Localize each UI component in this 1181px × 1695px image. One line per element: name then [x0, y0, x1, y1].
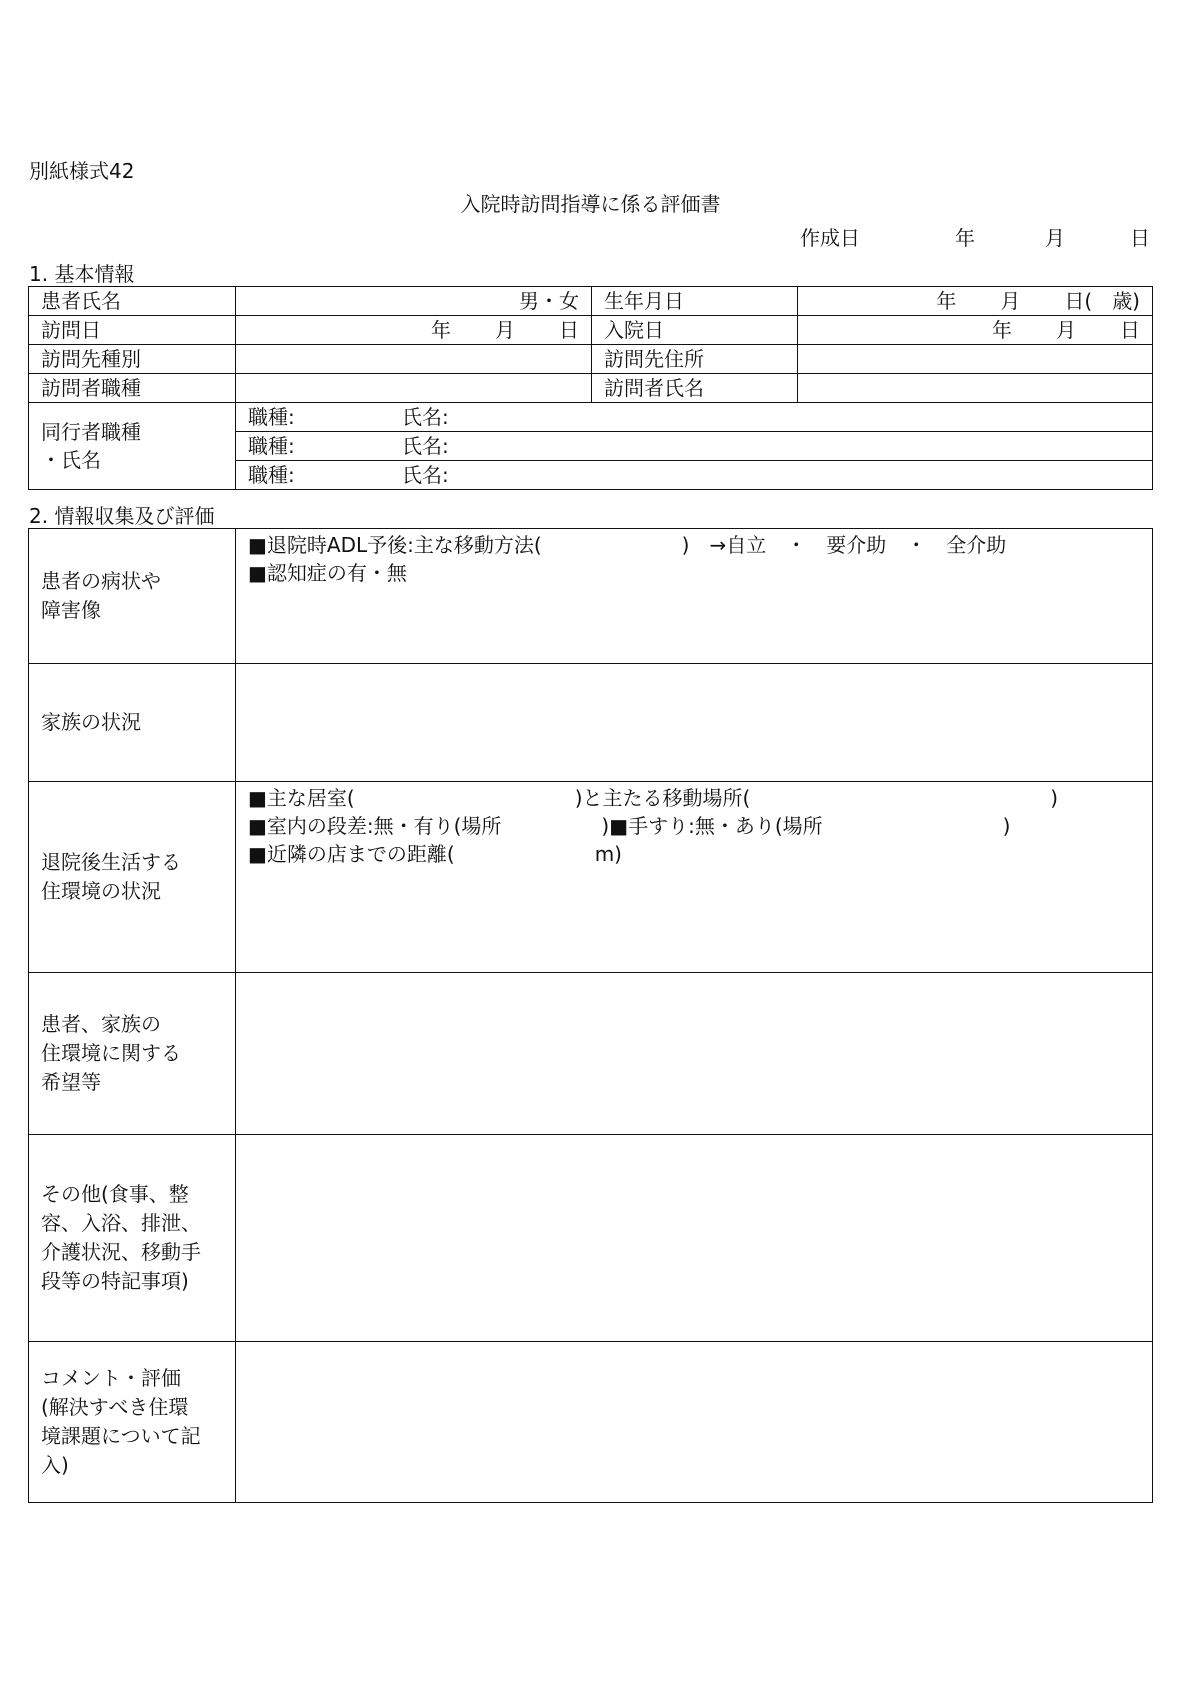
label-line: コメント・評価: [41, 1366, 181, 1390]
content-line: ■退院時ADL予後:主な移動方法( ) →自立 ・ 要介助 ・ 全介助: [248, 533, 1007, 557]
birthdate-field[interactable]: [798, 287, 1153, 316]
companion-name: 氏名:: [402, 405, 449, 429]
visitor-name-label: 訪問者氏名: [592, 374, 798, 403]
created-day: 日: [1130, 226, 1150, 250]
section2-heading: 2. 情報収集及び評価: [29, 504, 215, 528]
comment-field[interactable]: [236, 1342, 1153, 1503]
destination-type-field[interactable]: [236, 345, 592, 374]
table-row: [29, 374, 1153, 403]
visit-year: 年: [431, 318, 451, 342]
table-row: [29, 287, 1153, 316]
created-month: 月: [1045, 226, 1065, 250]
birthdate-month: 月: [1000, 289, 1021, 313]
patient-name-field[interactable]: [236, 287, 592, 316]
table-row: [29, 973, 1153, 1135]
companion-row[interactable]: [236, 432, 1153, 461]
visitor-job-field[interactable]: [236, 374, 592, 403]
visitor-job-label: 訪問者職種: [29, 374, 236, 403]
admission-date-label: 入院日: [592, 316, 798, 345]
evaluation-table: [28, 528, 1153, 1503]
label-line: 段等の特記事項): [41, 1269, 189, 1293]
label-line: その他(食事、整: [41, 1182, 189, 1206]
destination-address-label: 訪問先住所: [592, 345, 798, 374]
table-row: [29, 345, 1153, 374]
companion-label: [29, 403, 236, 490]
comment-label: [29, 1342, 236, 1503]
companion-row[interactable]: [236, 461, 1153, 490]
label-line: 家族の状況: [41, 710, 141, 734]
basic-info-table: [28, 286, 1153, 490]
created-label: 作成日: [800, 226, 860, 250]
label-line: (解決すべき住環: [41, 1395, 189, 1419]
destination-address-field[interactable]: [798, 345, 1153, 374]
companion-name: 氏名:: [402, 434, 449, 458]
companion-job: 職種:: [248, 405, 295, 429]
label-line: 境課題について記: [41, 1424, 201, 1448]
other-label: [29, 1135, 236, 1342]
companion-job: 職種:: [248, 434, 295, 458]
companion-label-line: 同行者職種: [41, 420, 141, 444]
label-line: 患者の病状や: [41, 569, 161, 593]
page-title: 入院時訪問指導に係る評価書: [460, 192, 721, 216]
content-line: ■認知症の有・無: [248, 561, 407, 585]
label-line: 入): [41, 1453, 69, 1477]
wishes-label: [29, 973, 236, 1135]
companion-label-line: ・氏名: [41, 448, 101, 472]
table-row: [29, 316, 1153, 345]
table-row: [29, 1342, 1153, 1503]
label-line: 患者、家族の: [41, 1012, 161, 1036]
admission-date-field[interactable]: [798, 316, 1153, 345]
living-env-field[interactable]: [236, 782, 1153, 973]
admission-day: 日: [1120, 318, 1140, 342]
wishes-field[interactable]: [236, 973, 1153, 1135]
form-id: 別紙様式42: [29, 159, 135, 183]
companion-row[interactable]: [236, 403, 1153, 432]
content-line: ■近隣の店までの距離( m): [248, 842, 622, 866]
companion-name: 氏名:: [402, 463, 449, 487]
visitor-name-field[interactable]: [798, 374, 1153, 403]
table-row: [29, 1135, 1153, 1342]
condition-label: [29, 529, 236, 664]
content-line: ■室内の段差:無・有り(場所 )■手すり:無・あり(場所 ): [248, 814, 1011, 838]
visit-month: 月: [495, 318, 515, 342]
visit-date-label: 訪問日: [29, 316, 236, 345]
other-field[interactable]: [236, 1135, 1153, 1342]
visit-date-field[interactable]: [236, 316, 592, 345]
condition-field[interactable]: [236, 529, 1153, 664]
companion-job: 職種:: [248, 463, 295, 487]
sex-options[interactable]: 男・女: [519, 289, 579, 313]
birthdate-label: 生年月日: [592, 287, 798, 316]
label-line: 住環境の状況: [41, 879, 161, 903]
visit-day: 日: [559, 318, 579, 342]
birthdate-age: 歳): [1112, 289, 1140, 313]
living-env-label: [29, 782, 236, 973]
content-line: ■主な居室( )と主たる移動場所( ): [248, 786, 1059, 810]
label-line: 障害像: [41, 598, 101, 622]
created-year: 年: [955, 226, 975, 250]
birthdate-day: 日(: [1064, 289, 1093, 313]
table-row: [29, 403, 1153, 432]
family-label: [29, 664, 236, 782]
section1-heading: 1. 基本情報: [29, 262, 135, 286]
label-line: 希望等: [41, 1070, 101, 1094]
label-line: 退院後生活する: [41, 850, 181, 874]
label-line: 容、入浴、排泄、: [41, 1211, 201, 1235]
admission-year: 年: [992, 318, 1012, 342]
birthdate-year: 年: [936, 289, 957, 313]
table-row: [29, 529, 1153, 664]
label-line: 介護状況、移動手: [41, 1240, 201, 1264]
patient-name-label: 患者氏名: [29, 287, 236, 316]
admission-month: 月: [1056, 318, 1076, 342]
table-row: [29, 782, 1153, 973]
label-line: 住環境に関する: [41, 1041, 181, 1065]
table-row: [29, 664, 1153, 782]
family-field[interactable]: [236, 664, 1153, 782]
destination-type-label: 訪問先種別: [29, 345, 236, 374]
